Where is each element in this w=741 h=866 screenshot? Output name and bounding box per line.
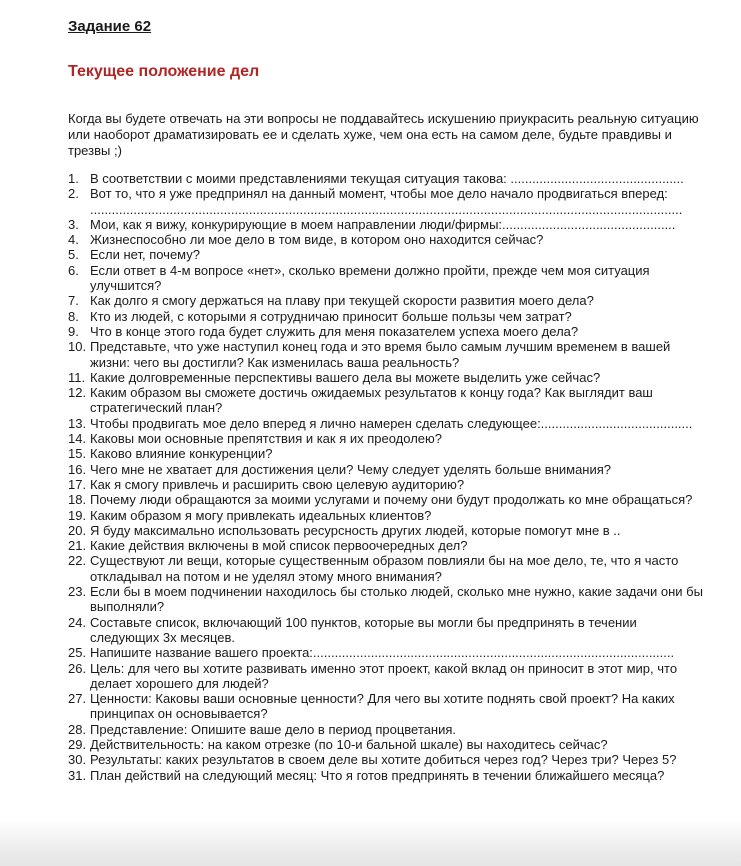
question-item: Цель: для чего вы хотите развивать именно этот проект, какой вклад он приносит в этот мир, что делает хорошего для людей?	[90, 660, 678, 691]
question-item: В соответствии с моими представлениями текущая ситуация такова: ................................................	[90, 171, 684, 186]
question-item: Мои, как я вижу, конкурирующие в моем направлении люди/фирмы:................................................	[90, 216, 676, 232]
question-item: Каково влияние конкуренции?	[90, 446, 273, 462]
question-item: Кто из людей, с которыми я сотрудничаю приносит больше пользы чем затрат?	[90, 308, 572, 324]
intro-paragraph: Когда вы будете отвечать на эти вопросы не поддавайтесь искушению приукрасить реальную ситуацию или наоборот драматизировать ее и сделать хуже, чем она есть на самом деле, будьте правдивы и трезвы ;)	[68, 111, 699, 158]
question-item: Чтобы продвигать мое дело вперед я лично намерен сделать следующее:..........................................	[90, 415, 693, 431]
question-item: Если нет, почему?	[90, 247, 200, 263]
question-item: Ценности: Каковы ваши основные ценности? Для чего вы хотите поднять свой проект? На каких принципах он основывается?	[90, 691, 675, 722]
question-item: Каким образом вы сможете достичь ожидаемых результатов к концу года? Как выглядит ваш стратегический план?	[90, 385, 653, 416]
question-item: Представление: Опишите ваше дело в период процветания.	[90, 721, 456, 737]
page-title: Задание 62	[68, 18, 152, 35]
section-heading: Текущее положение дел	[68, 63, 260, 80]
question-item: Жизнеспособно ли мое дело в том виде, в котором оно находится сейчас?	[90, 232, 544, 248]
question-item: Что в конце этого года будет служить для меня показателем успеха моего дела?	[90, 323, 579, 339]
question-item: Вот то, что я уже предпринял на данный момент, чтобы мое дело начало продвигаться вперед: ....................................................................................................................................................................	[90, 186, 683, 217]
question-item: Как долго я смогу держаться на плаву при текущей скорости развития моего дела?	[90, 293, 594, 309]
question-item: Если бы в моем подчинении находилось бы столько людей, сколько мне нужно, какие задачи они бы выполняли?	[90, 584, 703, 615]
question-item: Напишите название вашего проекта:....................................................................................................	[90, 645, 675, 661]
question-item: Каким образом я могу привлекать идеальных клиентов?	[90, 507, 432, 523]
question-item: Какие долговременные перспективы вашего дела вы можете выделить уже сейчас?	[90, 369, 601, 385]
question-item: Представьте, что уже наступил конец года и это время было самым лучшим временем в вашей жизни: чего вы достигли? Как изменилась ваша реальность?	[90, 339, 671, 370]
question-item: Составьте список, включающий 100 пунктов, которые вы могли бы предпринять в течении следующих 3х месяцев.	[90, 614, 637, 645]
question-item: План действий на следующий месяц: Что я готов предпринять в течении ближайшего месяца?	[90, 767, 665, 783]
question-item: Действительность: на каком отрезке (по 10-и бальной шкале) вы находитесь сейчас?	[90, 736, 608, 752]
question-item: Чего мне не хватает для достижения цели? Чему следует уделять больше внимания?	[90, 461, 612, 477]
question-item: Результаты: каких результатов в своем деле вы хотите добиться через год? Через три? Через 5?	[90, 752, 677, 768]
question-item: Как я смогу привлечь и расширить свою целевую аудиторию?	[90, 476, 465, 492]
question-item: Какие действия включены в мой список первоочередных дел?	[90, 538, 468, 554]
question-item: Каковы мои основные препятствия и как я их преодолею?	[90, 431, 443, 447]
question-item: Я буду максимально использовать ресурсность других людей, которые помогут мне в ..	[90, 522, 621, 538]
question-item: Почему люди обращаются за моими услугами и почему они будут продолжать ко мне обращаться?	[90, 492, 693, 508]
page-bottom-fade	[0, 820, 741, 866]
question-item: Если ответ в 4-м вопросе «нет», сколько времени должно пройти, прежде чем моя ситуация улучшится?	[90, 262, 650, 294]
question-item: Существуют ли вещи, которые существенным образом повлияли бы на мое дело, те, что я часто откладывал на потом и не уделял этому много внимания?	[90, 553, 679, 584]
question-list	[68, 171, 703, 783]
